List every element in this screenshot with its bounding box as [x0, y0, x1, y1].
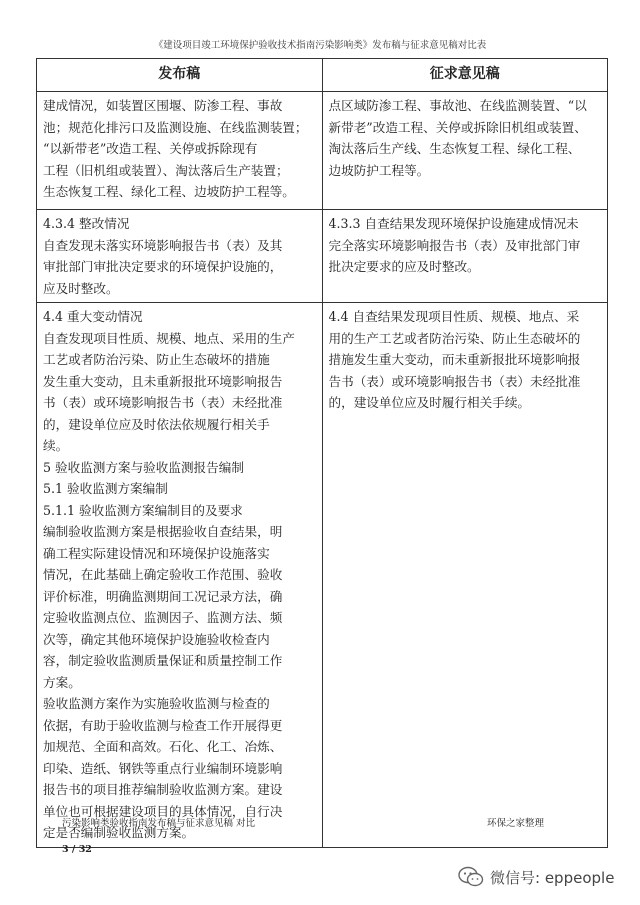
- column-header-published: 发布稿: [37, 59, 323, 92]
- text-line: 单位也可根据建设项目的具体情况，自行决: [43, 803, 283, 819]
- table-row: [37, 210, 608, 303]
- text-line: 5.1 验收监测方案编制: [43, 481, 168, 496]
- text-line: 淘汰落后生产线、生态恢复工程、绿化工程、: [328, 141, 581, 156]
- text-line: 新带老”改造工程、关停或拆除旧机组或装置、: [328, 119, 587, 135]
- footer-title: 污染影响类验收指南发布稿与征求意见稿 对比: [62, 818, 256, 829]
- page-number: 3 / 32: [62, 844, 92, 855]
- text-line: 措施发生重大变动，而未重新报批环境影响报: [328, 352, 581, 367]
- table-row: [37, 92, 608, 210]
- watermark: [458, 864, 614, 890]
- text-line: 发生重大变动，且未重新报批环境影响报告: [43, 373, 283, 389]
- text-line: 加规范、全面和高效。石化、化工、冶炼、: [43, 739, 283, 754]
- text-line: 审批部门审批决定要求的环境保护设施的，: [43, 259, 283, 274]
- cell-published: [37, 210, 323, 303]
- text-line: 应及时整改。: [43, 280, 119, 296]
- footer-credit: 环保之家整理: [487, 818, 545, 829]
- cell-published: [37, 92, 323, 210]
- text-line: 定是否编制验收监测方案。: [43, 825, 195, 840]
- text-line: 点区域防渗工程、事故池、在线监测装置、“以: [328, 98, 587, 113]
- comparison-table: [36, 58, 608, 848]
- text-line: 自查发现未落实环境影响报告书（表）及其: [43, 237, 283, 253]
- text-line: 完全落实环境影响报告书（表）及审批部门审: [328, 237, 581, 253]
- text-line: 定验收监测点位、监测因子、监测方法、频: [43, 610, 283, 625]
- text-line: 4.3.3 自查结果发现环境保护设施建成情况未: [328, 216, 579, 231]
- text-line: 评价标准，明确监测期间工况记录方法，确: [43, 588, 283, 604]
- text-line: 5 验收监测方案与验收监测报告编制: [43, 459, 244, 475]
- text-line: “以新带老”改造工程、关停或拆除现有: [43, 141, 258, 156]
- text-line: 书（表）或环境影响报告书（表）未经批准: [43, 395, 283, 410]
- text-line: 池；规范化排污口及监测设施、在线监测装置；: [43, 119, 308, 135]
- text-line: 的，建设单位应及时履行相关手续。: [328, 395, 530, 410]
- text-line: 的，建设单位应及时依法依规履行相关手: [43, 416, 270, 432]
- column-header-draft: 征求意见稿: [322, 59, 608, 92]
- text-line: 续。: [43, 438, 69, 453]
- text-line: 自查发现项目性质、规模、地点、采用的生产: [43, 330, 295, 346]
- text-line: 工程（旧机组或装置）、淘汰落后生产装置；: [43, 162, 289, 178]
- text-line: 工艺或者防治污染、防止生态破坏的措施: [43, 352, 270, 367]
- text-line: 边坡防护工程等。: [328, 162, 430, 178]
- text-line: 验收监测方案作为实施验收监测与检查的: [43, 696, 270, 711]
- table-row: [37, 303, 608, 848]
- text-line: 批决定要求的应及时整改。: [328, 259, 480, 274]
- cell-draft: [322, 303, 608, 848]
- text-line: 建成情况，如装置区围堰、防渗工程、事故: [43, 98, 283, 113]
- text-line: 印染、造纸、钢铁等重点行业编制环境影响: [43, 760, 283, 776]
- text-line: 情况，在此基础上确定验收工作范围、验收: [43, 567, 283, 582]
- text-line: 4.4 重大变动情况: [43, 309, 143, 324]
- cell-draft: [322, 92, 608, 210]
- text-line: 4.3.4 整改情况: [43, 216, 130, 231]
- page-header: 《建设项目竣工环境保护验收技术指南污染影响类》发布稿与征求意见稿对比表: [153, 40, 487, 51]
- text-line: 依据，有助于验收监测与检查工作开展得更: [43, 717, 283, 733]
- table-header-row: [37, 59, 608, 92]
- watermark-text: 微信号: eppeople: [490, 868, 615, 887]
- text-line: 容，制定验收监测质量保证和质量控制工作: [43, 653, 283, 668]
- text-line: 生态恢复工程、绿化工程、边坡防护工程等。: [43, 184, 295, 199]
- text-line: 告书（表）或环境影响报告书（表）未经批准: [328, 373, 581, 389]
- wechat-icon: [458, 866, 484, 888]
- text-line: 用的生产工艺或者防治污染、防止生态破坏的: [328, 330, 581, 346]
- cell-published: [37, 303, 323, 848]
- text-line: 5.1.1 验收监测方案编制目的及要求: [43, 502, 243, 518]
- text-line: 次等，确定其他环境保护设施验收检查内: [43, 631, 270, 647]
- cell-draft: [322, 210, 608, 303]
- text-line: 4.4 自查结果发现项目性质、规模、地点、采: [328, 309, 580, 324]
- text-line: 报告书的项目推荐编制验收监测方案。建设: [43, 782, 283, 797]
- text-line: 编制验收监测方案是根据验收自查结果，明: [43, 524, 283, 539]
- text-line: 确工程实际建设情况和环境保护设施落实: [43, 545, 270, 561]
- text-line: 方案。: [43, 674, 81, 690]
